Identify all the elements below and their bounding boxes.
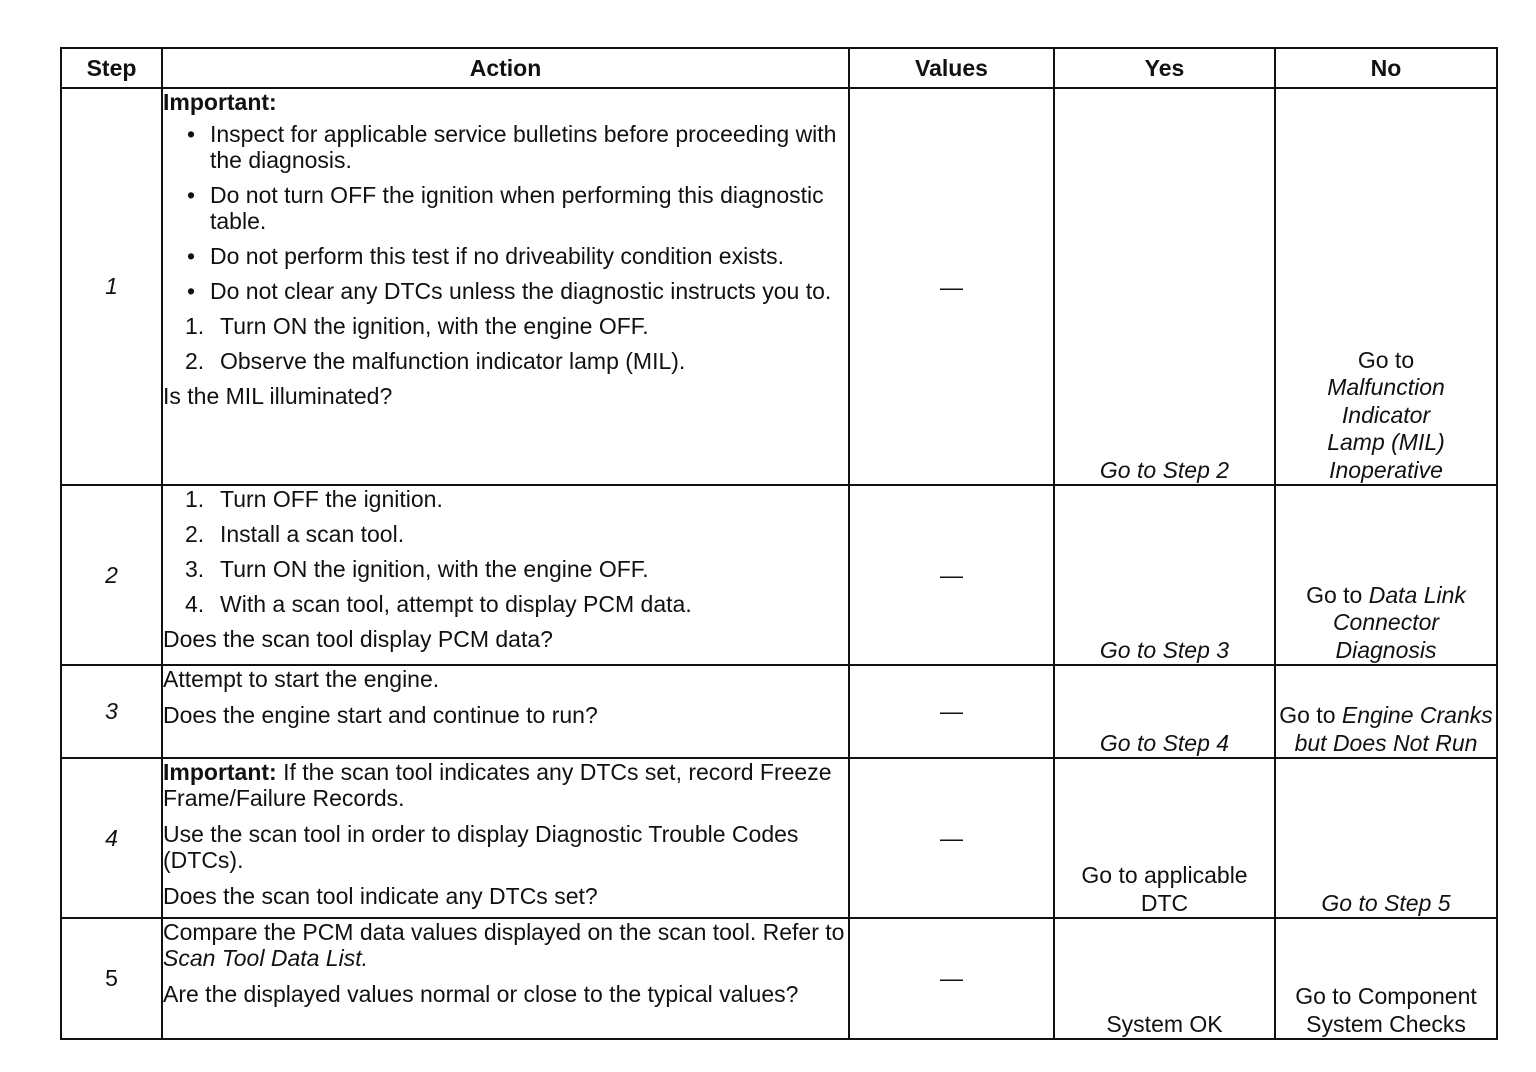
table-row (61, 88, 1497, 485)
no-link[interactable]: Data Link Connector Diagnosis (1332, 581, 1466, 663)
step-number: 1 (61, 88, 162, 485)
question: Does the engine start and continue to run? (163, 702, 598, 728)
header-yes: Yes (1054, 48, 1275, 88)
list-item: 3. Turn ON the ignition, with the engine OFF. (185, 556, 649, 582)
table-row (61, 758, 1497, 918)
list-item: 2. Observe the malfunction indicator lamp (MIL). (185, 348, 686, 374)
table-row (61, 665, 1497, 758)
no-cell: Go to Engine Cranks but Does Not Run (1275, 665, 1497, 758)
action-text: Attempt to start the engine. (163, 666, 440, 692)
yes-link[interactable]: Go to Step 4 (1054, 665, 1275, 758)
step-number: 4 (61, 758, 162, 918)
numbered-list (163, 313, 848, 374)
step-number: 3 (61, 665, 162, 758)
step-number: 5 (61, 918, 162, 1039)
action-cell (162, 918, 849, 1039)
no-link[interactable]: Go to Step 5 (1275, 758, 1497, 918)
list-item: 2. Install a scan tool. (185, 521, 405, 547)
action-cell (162, 758, 849, 918)
bullet-list (163, 121, 848, 304)
values-cell: — (849, 918, 1054, 1039)
yes-link[interactable]: Go to Step 2 (1054, 88, 1275, 485)
question: Are the displayed values normal or close to the typical values? (163, 981, 799, 1007)
table-row (61, 918, 1497, 1039)
header-action: Action (162, 48, 849, 88)
values-cell: — (849, 758, 1054, 918)
yes-text: System OK (1054, 918, 1275, 1039)
important-label: Important: (163, 89, 277, 115)
header-no: No (1275, 48, 1497, 88)
numbered-list (163, 486, 848, 617)
list-item: 1. Turn ON the ignition, with the engine OFF. (185, 313, 649, 339)
important-note: Important: If the scan tool indicates any DTCs set, record Freeze Frame/Failure Records. (163, 759, 832, 811)
no-link[interactable]: Malfunction Indicator Lamp (MIL) Inoperative (1327, 374, 1445, 483)
header-values: Values (849, 48, 1054, 88)
values-cell: — (849, 485, 1054, 665)
action-text: Compare the PCM data values displayed on the scan tool. Refer to Scan Tool Data List. (163, 919, 845, 971)
no-link[interactable]: Engine Cranks but Does Not Run (1294, 702, 1493, 756)
list-item: • Do not turn OFF the ignition when performing this diagnostic table. (187, 182, 824, 234)
question: Does the scan tool indicate any DTCs set? (163, 883, 598, 909)
yes-text[interactable]: Go to applicable DTC (1054, 758, 1275, 918)
list-item: • Do not clear any DTCs unless the diagnostic instructs you to. (187, 278, 832, 304)
question: Is the MIL illuminated? (163, 383, 393, 409)
header-row (61, 48, 1497, 88)
scan-tool-data-list-link[interactable]: Scan Tool Data List (163, 945, 362, 971)
action-cell (162, 665, 849, 758)
values-cell: — (849, 665, 1054, 758)
list-item: 1. Turn OFF the ignition. (185, 486, 443, 512)
values-cell: — (849, 88, 1054, 485)
diagnostic-table (60, 47, 1498, 1040)
action-cell (162, 485, 849, 665)
table-row (61, 485, 1497, 665)
no-text: Go to Component System Checks (1275, 918, 1497, 1039)
no-cell: Go to Data Link Connector Diagnosis (1275, 485, 1497, 665)
action-cell (162, 88, 849, 485)
question: Does the scan tool display PCM data? (163, 626, 553, 652)
no-cell: Go to Malfunction Indicator Lamp (MIL) Inoperative (1275, 88, 1497, 485)
list-item: 4. With a scan tool, attempt to display PCM data. (185, 591, 692, 617)
action-text: Use the scan tool in order to display Diagnostic Trouble Codes (DTCs). (163, 821, 799, 873)
list-item: • Do not perform this test if no driveability condition exists. (187, 243, 784, 269)
list-item: • Inspect for applicable service bulletins before proceeding with the diagnosis. (187, 121, 837, 173)
yes-link[interactable]: Go to Step 3 (1054, 485, 1275, 665)
header-step: Step (61, 48, 162, 88)
step-number: 2 (61, 485, 162, 665)
